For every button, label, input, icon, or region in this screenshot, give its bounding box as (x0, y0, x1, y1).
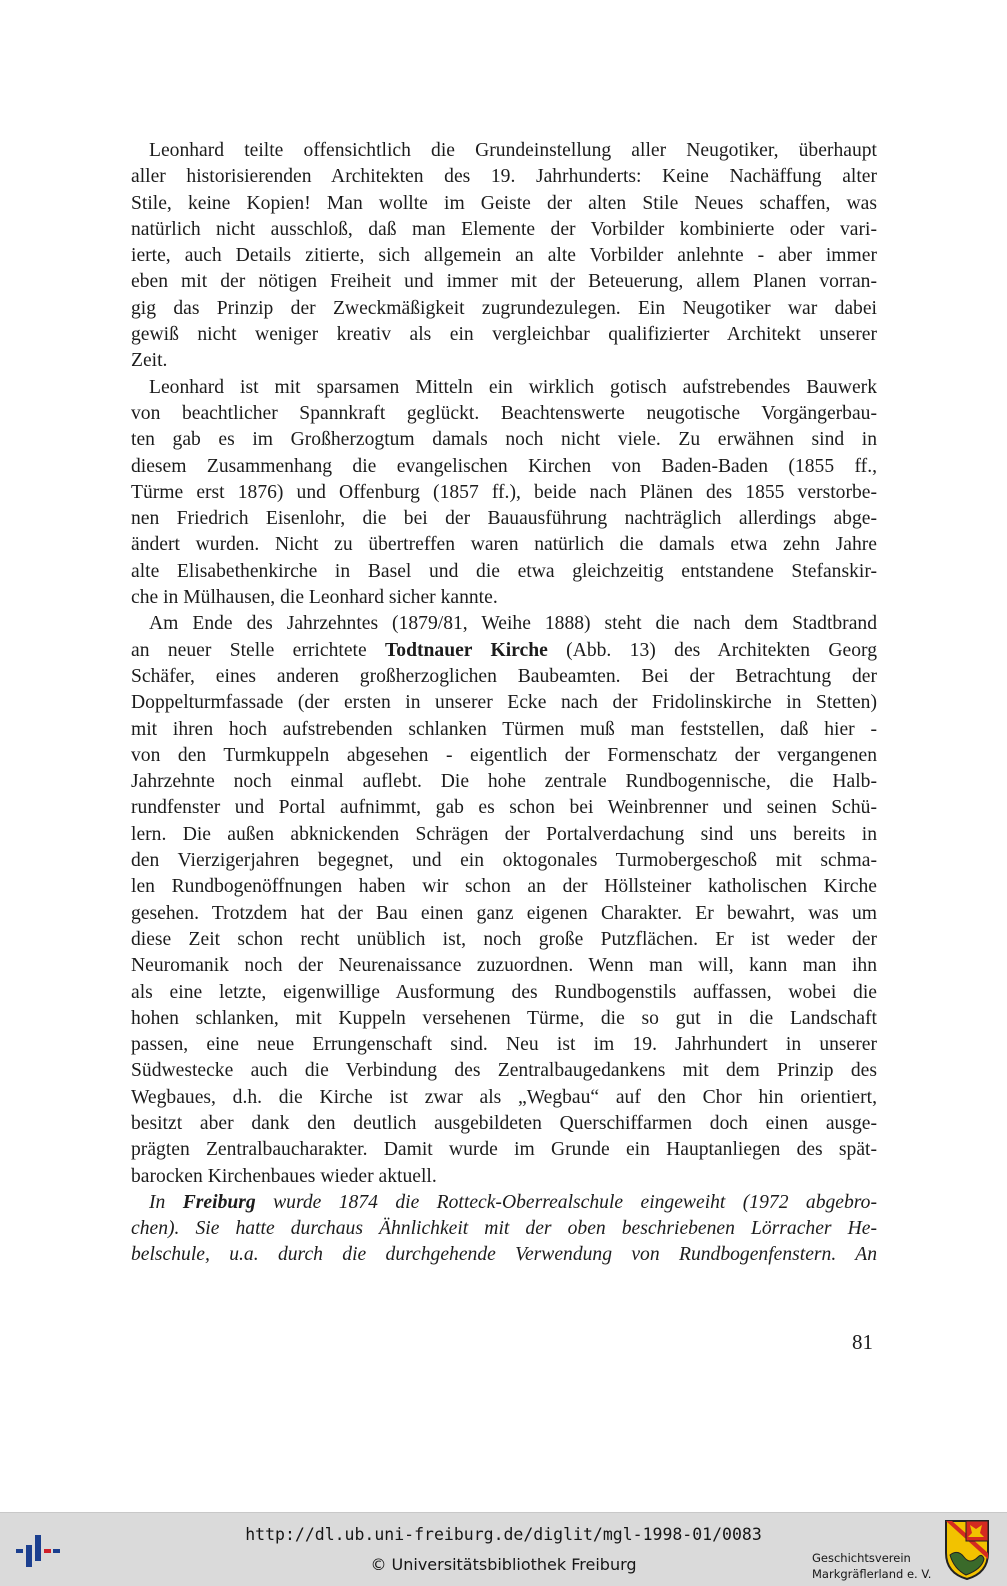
text-run: (Abb. 13) des Architekten Georg (547, 639, 877, 661)
text-line: barocken Kirchenbaues wieder aktuell. (131, 1165, 437, 1187)
bold-term: Freiburg (182, 1191, 256, 1213)
text-line: Türme erst 1876) und Offenburg (1857 ff.), beide nach Plänen des 1855 verstorbe- (131, 481, 877, 503)
society-name-line: Geschichtsverein (812, 1551, 911, 1565)
text-line: rundfenster und Portal aufnimmt, gab es schon bei Weinbrenner und seinen Schü- (131, 797, 877, 819)
society-name-line: Markgräflerland e. V. (812, 1567, 932, 1581)
text-line: den Vierzigerjahren begegnet, und ein oktogonales Turmobergeschoß mit schma- (131, 850, 877, 872)
text-line: Südwestecke auch die Verbindung des Zentralbaugedankens mit dem Prinzip des (131, 1060, 877, 1082)
footer-bar (0, 1512, 1007, 1586)
text-line: aller historisierenden Architekten des 19. Jahrhunderts: Keine Nachäffung alter (131, 166, 877, 188)
body-text (131, 138, 877, 1269)
text-line: natürlich nicht ausschloß, daß man Elemente der Vorbilder kombinierte oder vari- (131, 218, 877, 240)
text-line (131, 638, 877, 664)
text-line: passen, eine neue Errungenschaft sind. Neu ist im 19. Jahrhundert in unserer (131, 1034, 877, 1056)
text-line: belschule, u.a. durch die durchgehende Verwendung von Rundbogenfenstern. An (131, 1244, 877, 1266)
coat-of-arms-icon (944, 1519, 990, 1581)
text-line: Jahrzehnte noch einmal auflebt. Die hohe zentrale Rundbogennische, die Halb- (131, 771, 877, 793)
source-url-link[interactable]: http://dl.ub.uni-freiburg.de/diglit/mgl-1998-01/0083 (245, 1525, 762, 1544)
text-line: diese Zeit schon recht unüblich ist, noch große Putzflächen. Er ist weder der (131, 928, 877, 950)
paragraph (131, 1190, 877, 1269)
text-line: ten gab es im Großherzogtum damals noch nicht viele. Zu erwähnen sind in (131, 429, 877, 451)
text-line: Doppelturmfassade (der ersten in unserer Ecke nach der Fridolinskirche in Stetten) (131, 692, 877, 714)
text-line: Schäfer, eines anderen großherzoglichen Baubeamten. Bei der Betrachtung der (131, 665, 877, 687)
paragraph (131, 138, 877, 375)
text-line: mit ihren hoch aufstrebenden schlanken Türmen muß man feststellen, daß hier - (131, 718, 877, 740)
text-line: hohen schlanken, mit Kuppeln versehenen Türme, die so gut in die Landschaft (131, 1007, 877, 1029)
text-line: Neuromanik noch der Neurenaissance zuzuordnen. Wenn man will, kann man ihn (131, 955, 877, 977)
text-run: In (149, 1191, 183, 1213)
text-line: als eine letzte, eigenwillige Ausformung des Rundbogenstils auffassen, wobei die (131, 981, 877, 1003)
text-line: gewiß nicht weniger kreativ als ein vergleichbar qualifizierter Architekt unserer (131, 324, 877, 346)
text-line: lern. Die außen abknickenden Schrägen der Portalverdachung sind uns bereits in (131, 823, 877, 845)
text-line: Am Ende des Jahrzehntes (1879/81, Weihe 1888) steht die nach dem Stadtbrand (149, 613, 877, 635)
paragraph (131, 375, 877, 612)
text-line: von beachtlicher Spannkraft geglückt. Beachtenswerte neugotische Vorgängerbau- (131, 402, 877, 424)
text-line: ierte, auch Details zitierte, sich allgemein an alte Vorbilder anlehnte - aber immer (131, 245, 877, 267)
text-line: len Rundbogenöffnungen haben wir schon an der Höllsteiner katholischen Kirche (131, 876, 877, 898)
text-line: eben mit der nötigen Freiheit und immer mit der Beteuerung, allem Planen vorran- (131, 271, 877, 293)
text-line: prägten Zentralbaucharakter. Damit wurde im Grunde ein Hauptanliegen des spät- (131, 1139, 877, 1161)
text-run: wurde 1874 die Rotteck-Oberrealschule eingeweiht (1972 abgebro- (255, 1191, 877, 1213)
text-line: che in Mülhausen, die Leonhard sicher kannte. (131, 587, 498, 609)
text-line: diesem Zusammenhang die evangelischen Kirchen von Baden-Baden (1855 ff., (131, 455, 877, 477)
bold-term: Todtnauer Kirche (385, 639, 548, 661)
society-name (812, 1550, 931, 1582)
text-line: gesehen. Trotzdem hat der Bau einen ganz eigenen Charakter. Er bewahrt, was um (131, 902, 877, 924)
text-line (131, 1190, 877, 1216)
paragraph (131, 611, 877, 1190)
text-line: Leonhard ist mit sparsamen Mitteln ein wirklich gotisch aufstrebendes Bauwerk (149, 376, 877, 398)
text-line: alte Elisabethenkirche in Basel und die etwa gleichzeitig entstandene Stefanskir- (131, 560, 877, 582)
copyright-notice: © Universitätsbibliothek Freiburg (370, 1555, 637, 1574)
text-run: an neuer Stelle errichtete (131, 639, 386, 661)
text-line: Zeit. (131, 350, 168, 372)
text-line: ändert wurden. Nicht zu übertreffen waren natürlich die damals etwa zehn Jahre (131, 534, 877, 556)
page-number: 81 (852, 1330, 873, 1354)
text-line: besitzt aber dank den deutlich ausgebildeten Querschiffarmen doch einen ausge- (131, 1112, 877, 1134)
text-line: Leonhard teilte offensichtlich die Grundeinstellung aller Neugotiker, überhaupt (149, 140, 877, 161)
text-line: Wegbaues, d.h. die Kirche ist zwar als „Wegbau“ auf den Chor hin orientiert, (131, 1086, 877, 1108)
text-line: chen). Sie hatte durchaus Ähnlichkeit mit der oben beschriebenen Lörracher He- (131, 1218, 877, 1240)
text-line: nen Friedrich Eisenlohr, die bei der Bauausführung nachträglich allerdings abge- (131, 508, 877, 530)
text-line: von den Turmkuppeln abgesehen - eigentlich der Formenschatz der vergangenen (131, 744, 877, 766)
text-line: gig das Prinzip der Zweckmäßigkeit zugrundezulegen. Ein Neugotiker war dabei (131, 297, 877, 319)
text-line: Stile, keine Kopien! Man wollte im Geiste der alten Stile Neues schaffen, was (131, 192, 877, 214)
